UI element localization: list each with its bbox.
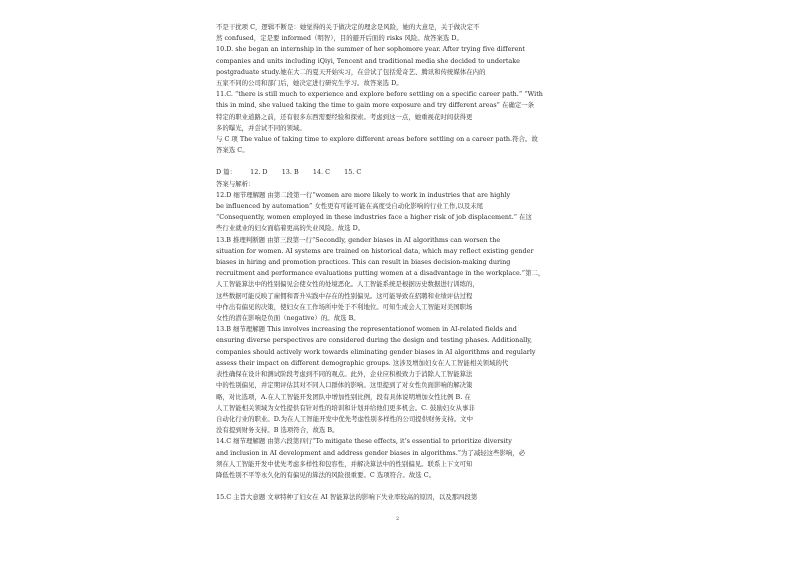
text-line: 女性的潜在影响是负面（negative）的。故选 B。	[216, 314, 360, 323]
text-line: 自动化行业的职业。D.为在人工智能开发中优先考虑性别多样性的公司提供财务支持。文中	[216, 414, 473, 423]
text-line: 降低性别不平等永久化的有偏见的算法的风险很重要。C 选项符合。故选 C。	[216, 470, 436, 479]
text-line: 些行业就业的妇女面临着更高的失业风险。故选 D。	[216, 224, 365, 233]
text-line: 13.B 推理判断题 由第三段第一行“Secondly, gender biases in AI algorithms can worsen the	[216, 235, 501, 244]
text-line: 略，对比选项，A.在人工智能开发团队中增加性别比例，段有具体说明增加女性比例 B. 在	[216, 392, 471, 401]
text-line: recruitment and performance evaluations putting women at a disadvantage in the workplace.”第二，	[216, 269, 545, 278]
text-line: 12.D 细节理解题 由第二段第一行“women are more likely to work in industries that are highly	[216, 190, 511, 199]
text-line: 与 C 项 The value of taking time to explore different areas before settling on a career path.符合。故	[216, 135, 538, 144]
answer-item: 14. C	[312, 168, 331, 177]
text-line: 五家不同的公司和部门后，她决定进行研究生学习。故答案选 D。	[216, 79, 403, 88]
explanation-block-top	[216, 22, 588, 156]
answer-item: 15. C	[344, 168, 362, 177]
text-line: postgraduate study.她在大二的夏天开始实习，在尝试了包括爱奇艺、腾讯和传统媒体在内的	[216, 67, 486, 76]
text-line: situation for women. AI systems are trained on historical data, which may reflect existing gender	[216, 246, 534, 255]
text-line: 14.C 细节理解题 由第六段第四行“To mitigate these effects, it’s essential to prioritize diversity	[216, 437, 512, 446]
answer-item: 12. D	[250, 168, 268, 177]
text-line: 中作出有偏见的决策，使妇女在工作场所中处于不利地位。可知生成会人工智能对美国职场	[216, 302, 473, 311]
text-line: and inclusion in AI development and address gender biases in algorithms.”为了减轻这些影响，必	[216, 448, 526, 457]
text-line: be influenced by automation” 女性更有可能可能在高度受自动化影响的行业工作,以及末尾	[216, 202, 484, 211]
text-line-last: 15.C 主旨大意题 文章特种了妇女在 AI 智能算法的影响下失业率较高的原因，以及那四段第	[216, 493, 478, 502]
spacer	[216, 156, 588, 167]
text-line: 须在人工智能开发中优先考虑多样性和包容性，并解决算法中的性别偏见。联系上下文可知	[216, 459, 473, 468]
page-number: 2	[396, 516, 400, 522]
text-line: 多的曝光，并尝试不同的领域。	[216, 123, 306, 132]
text-line: 人工智能相关领域为女性提供有针对性的培训和计划并给他们更多机会。C. 鼓励妇女从事非	[216, 403, 475, 412]
text-line: 11.C. “there is still much to experience and explore before settling on a specific career path.” “With	[216, 90, 543, 99]
text-line: 不是干扰项 C，逻辑不断是：她觉得的关于做决定的理念是风险，她的大意是，关于做决定不	[216, 23, 480, 31]
text-line: 答案选 C。	[216, 146, 249, 155]
text-line: biases in hiring and promotion practices. This can result in biases decision-making during	[216, 258, 511, 267]
text-line: companies should actively work towards eliminating gender biases in AI algorithms and regularly	[216, 347, 536, 356]
text-line: 人工智能算法中的性别偏见会使女性的处境恶化。人工智能系统是根据历史数据进行训练的，	[216, 280, 479, 289]
text-line: 表性确保在设计和测试阶段考虑到不同的观点。此外，企业应积极致力于消除人工智能算法	[216, 370, 473, 379]
text-line: 没有提到财务支持。B 选项符合，故选 B。	[216, 426, 339, 435]
text-line: 这些数据可能反映了雇佣和晋升实践中存在的性别偏见。这可能导致在招聘和业绩评估过程	[216, 291, 473, 300]
answer-key	[216, 167, 588, 189]
text-line: companies and units including iQiyi, Tencent and traditional media she decided to undertake	[216, 56, 520, 65]
answer-key-label: D 篇：	[216, 168, 237, 177]
text-line: 13.B 细节理解题 This involves increasing the representationof women in AI-related fields and	[216, 325, 517, 334]
text-line: 中的性别偏见，并定期评估其对不同人口群体的影响。这里提到了对女性负面影响的解决策	[216, 381, 473, 390]
explanation-block-bottom	[216, 190, 588, 481]
text-line: 然 confused，定是要 informed（明智），目的避开后面的 risks 风险。故答案选 D。	[216, 34, 463, 43]
document-content	[216, 22, 588, 503]
text-line: 特定的职业道路之前，还有很多东西需要经验和探索。考虑到这一点，她重视花时间获得更	[216, 112, 473, 121]
answer-intro: 答案与解析：	[216, 179, 255, 188]
answer-key-line	[216, 167, 588, 178]
text-line: 10.D. she began an internship in the summer of her sophomore year. After trying five different	[216, 45, 526, 54]
text-line: this in mind, she valued taking the time to gain more exposure and try different areas” 在确定一条	[216, 101, 535, 110]
text-line: “Consequently, women employed in these industries face a higher risk of job displacement.” 在这	[216, 213, 532, 222]
text-line: ensuring diverse perspectives are considered during the design and testing phases. Additionally,	[216, 336, 533, 345]
text-line: assess their impact on different demographic groups. 这涉及增加妇女在人工智能相关领域的代	[216, 358, 509, 367]
answer-item: 13. B	[281, 168, 299, 177]
spacer	[216, 481, 588, 492]
